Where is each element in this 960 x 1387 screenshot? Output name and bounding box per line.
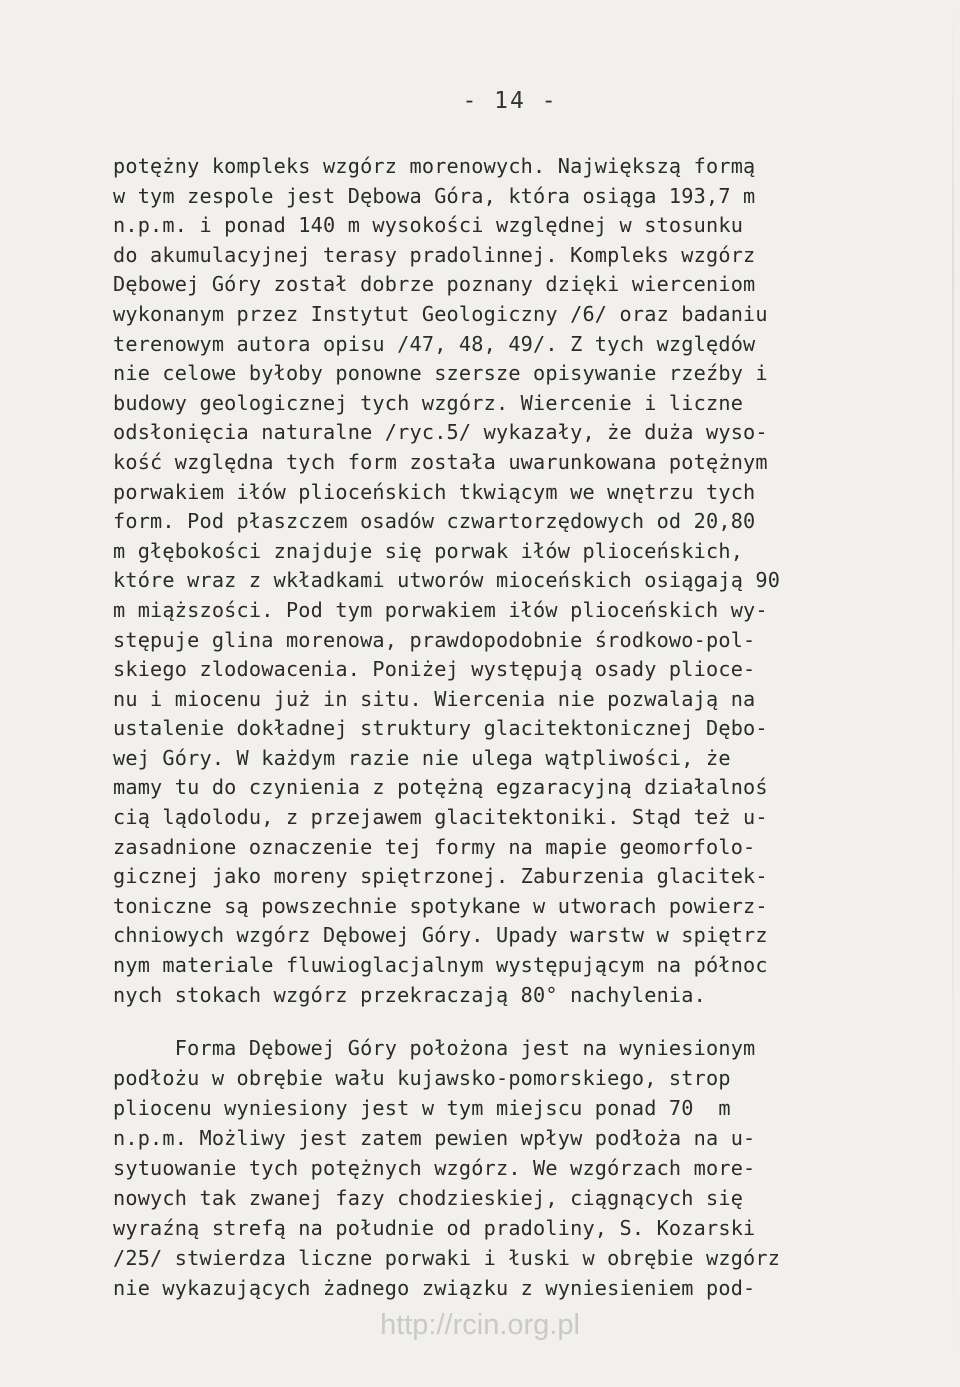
text-line: podłożu w obrębie wału kujawsko-pomorskiego, strop: [113, 1066, 731, 1090]
text-line: wykonanym przez Instytut Geologiczny /6/ oraz badaniu: [113, 301, 768, 326]
text-line: cią lądolodu, z przejawem glacitektoniki. Stąd też u-: [113, 805, 768, 830]
text-line: Dębowej Góry został dobrze poznany dzięki wierceniom: [113, 272, 756, 297]
text-line: nie wykazujących żadnego związku z wyniesieniem pod-: [113, 1276, 756, 1300]
paragraph-1: [113, 152, 959, 1010]
text-line: porwakiem iłów plioceńskich tkwiącym we wnętrzu tych: [113, 479, 756, 504]
text-line: stępuje glina morenowa, prawdopodobnie środkowo-pol-: [113, 627, 756, 652]
text-line: ustalenie dokładnej struktury glacitektonicznej Dębo-: [113, 716, 768, 741]
text-line: które wraz z wkładkami utworów mioceńskich osiągają 90: [113, 568, 781, 593]
text-line: gicznej jako moreny spiętrzonej. Zaburzenia glacitek-: [113, 864, 768, 889]
text-line: nie celowe byłoby ponowne szersze opisywanie rzeźby i: [113, 361, 768, 386]
text-line: n.p.m. i ponad 140 m wysokości względnej w stosunku: [113, 213, 744, 238]
paragraph-2: [113, 1033, 959, 1303]
text-line: wej Góry. W każdym razie nie ulega wątpliwości, że: [113, 745, 731, 770]
text-line: odsłonięcia naturalne /ryc.5/ wykazały, że duża wyso-: [113, 420, 768, 445]
text-line: sytuowanie tych potężnych wzgórz. We wzgórzach more-: [113, 1156, 756, 1180]
text-line: toniczne są powszechnie spotykane w utworach powierz-: [113, 893, 768, 918]
text-line: do akumulacyjnej terasy pradolinnej. Kompleks wzgórz: [113, 242, 756, 267]
text-line: wyraźną strefą na południe od pradoliny, S. Kozarski: [113, 1216, 756, 1240]
text-line: terenowym autora opisu /47, 48, 49/. Z tych względów: [113, 331, 756, 356]
page-number: - 14 -: [462, 88, 558, 114]
text-line: m miąższości. Pod tym porwakiem iłów plioceńskich wy-: [113, 597, 768, 622]
text-line: kość względna tych form została uwarunkowana potężnym: [113, 449, 768, 474]
text-line: /25/ stwierdza liczne porwaki i łuski w obrębie wzgórz: [113, 1246, 781, 1270]
text-line: budowy geologicznej tych wzgórz. Wiercenie i liczne: [113, 390, 744, 415]
scan-edge-shadow: [952, 0, 954, 1387]
text-line: Forma Dębowej Góry położona jest na wyniesionym: [113, 1036, 756, 1060]
text-line: nowych tak zwanej fazy chodzieskiej, ciągnących się: [113, 1186, 744, 1210]
text-line: mamy tu do czynienia z potężną egzaracyjną działalnoś: [113, 775, 768, 800]
text-line: nych stokach wzgórz przekraczają 80° nachylenia.: [113, 982, 706, 1007]
text-line: nym materiale fluwioglacjalnym występującym na północ: [113, 953, 768, 978]
text-line: skiego zlodowacenia. Poniżej występują osady plioce-: [113, 657, 756, 682]
text-line: potężny kompleks wzgórz morenowych. Największą formą: [113, 154, 756, 178]
text-line: m głębokości znajduje się porwak iłów plioceńskich,: [113, 538, 744, 563]
text-line: zasadnione oznaczenie tej formy na mapie geomorfolo-: [113, 834, 756, 859]
text-line: nu i miocenu już in situ. Wiercenia nie pozwalają na: [113, 686, 756, 711]
text-line: n.p.m. Możliwy jest zatem pewien wpływ podłoża na u-: [113, 1126, 756, 1150]
text-line: form. Pod płaszczem osadów czwartorzędowych od 20,80: [113, 509, 756, 534]
source-watermark: http://rcin.org.pl: [380, 1309, 580, 1341]
text-line: w tym zespole jest Dębowa Góra, która osiąga 193,7 m: [113, 183, 756, 208]
text-line: chniowych wzgórz Dębowej Góry. Upady warstw w spiętrz: [113, 923, 768, 948]
text-line: pliocenu wyniesiony jest w tym miejscu ponad 70 m: [113, 1096, 731, 1120]
